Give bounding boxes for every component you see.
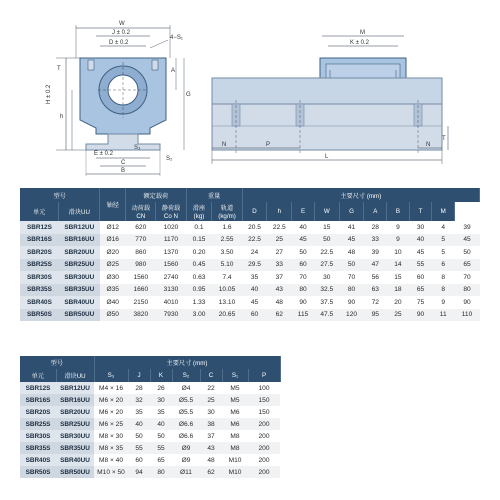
table-cell: 9 (432, 296, 455, 309)
table-cell: 50 (314, 234, 339, 247)
table-cell: 18 (387, 284, 410, 297)
table-cell: 80 (339, 284, 364, 297)
dim-label-h: H ± 0.2 (46, 84, 52, 104)
dim-label-p: P (266, 142, 271, 148)
row-unit: SBR50S (20, 466, 56, 478)
table-cell: 60 (242, 309, 267, 322)
table-cell: M8 (222, 442, 248, 454)
table-cell: 70 (292, 271, 315, 284)
table-row (20, 406, 280, 418)
row-unit: SBR35S (20, 284, 59, 297)
table-cell: 3820 (126, 309, 156, 322)
table-row (20, 259, 480, 272)
table-cell: 33 (364, 234, 387, 247)
table-row (20, 221, 480, 234)
table-cell: 47 (364, 259, 387, 272)
table-cell: 75 (409, 296, 432, 309)
table-row (20, 442, 280, 454)
header-dim-col: C (200, 369, 222, 382)
table-cell: Ø12 (100, 221, 126, 234)
table-cell: 38 (200, 418, 222, 430)
table-row (20, 284, 480, 297)
technical-drawing (0, 0, 500, 180)
table-cell: 28 (364, 221, 387, 234)
table-cell: 29.5 (242, 259, 267, 272)
table-cell: 1.6 (212, 221, 242, 234)
table-cell: 1370 (156, 246, 186, 259)
table-cell: 9 (387, 221, 410, 234)
table-cell: 4 (432, 221, 455, 234)
header-dim-col: S₃ (94, 369, 128, 382)
row-unit: SBR40S (20, 296, 59, 309)
table-cell: 80 (150, 466, 172, 478)
table-cell: M8 × 30 (94, 430, 128, 442)
table-cell: M6 × 25 (94, 418, 128, 430)
table-row (20, 466, 280, 478)
table-cell: 7.4 (212, 271, 242, 284)
row-slide: SBR30UU (59, 271, 100, 284)
table-cell: 40 (242, 284, 267, 297)
header-weight-rail-unit: (kg/m) (212, 212, 242, 221)
table-cell: 33 (267, 259, 292, 272)
table-cell: 10 (387, 246, 410, 259)
header-main-dimensions: 主要尺寸 (mm) (94, 356, 280, 369)
table-cell: 1170 (156, 234, 186, 247)
dim-label-e: E ± 0.2 (94, 151, 113, 157)
row-slide: SBR16UU (59, 234, 100, 247)
row-slide: SBR50UU (56, 466, 94, 478)
table-cell: 25 (387, 309, 410, 322)
table-cell: Ø25 (100, 259, 126, 272)
table-cell: 30 (200, 406, 222, 418)
table-cell: 95 (364, 309, 387, 322)
side-rail-base (212, 104, 442, 150)
table-cell: M6 × 20 (94, 394, 128, 406)
header-model: 型号 (20, 356, 94, 369)
table-cell: Ø50 (100, 309, 126, 322)
table-cell: Ø9 (172, 454, 200, 466)
table-cell: 20 (387, 296, 410, 309)
row-unit: SBR12S (20, 382, 56, 394)
dim-label-s2: S₂ (166, 156, 173, 162)
header-dim-e: E (292, 202, 315, 221)
table-cell: M8 × 35 (94, 442, 128, 454)
row-slide: SBR40UU (56, 454, 94, 466)
table-cell: 0.45 (186, 259, 212, 272)
table-row (20, 418, 280, 430)
table-cell: 37 (200, 430, 222, 442)
table-cell: 620 (126, 221, 156, 234)
table-cell: 5 (432, 234, 455, 247)
table-cell: Ø30 (100, 271, 126, 284)
row-unit: SBR35S (20, 442, 56, 454)
table-cell: 43 (267, 284, 292, 297)
table-cell: 1560 (126, 271, 156, 284)
header-dim-a: A (364, 202, 387, 221)
table-cell: 43 (200, 442, 222, 454)
table-cell: M5 (222, 394, 248, 406)
row-unit: SBR16S (20, 234, 59, 247)
header-dim-w: W (314, 202, 339, 221)
table-cell: 45 (455, 234, 480, 247)
table-cell: 0.63 (186, 271, 212, 284)
dim-label-b: B (121, 168, 126, 174)
table-cell: 15 (314, 221, 339, 234)
table-cell: 90 (292, 296, 315, 309)
table-cell: 45 (242, 296, 267, 309)
header-shaft-dia: 轴径 (100, 188, 126, 221)
table-cell: 90 (409, 309, 432, 322)
header-dim-col: K (150, 369, 172, 382)
table-cell: 3130 (156, 284, 186, 297)
table-cell: Ø5.5 (172, 394, 200, 406)
table-cell: 48 (200, 454, 222, 466)
row-unit: SBR40S (20, 454, 56, 466)
table-cell: 56 (364, 271, 387, 284)
table-row (20, 271, 480, 284)
table-cell: 200 (248, 430, 280, 442)
table-cell: 25 (267, 234, 292, 247)
dim-label-g: G (186, 92, 191, 98)
table-cell: M10 × 50 (94, 466, 128, 478)
row-slide: SBR20UU (56, 406, 94, 418)
header-rated-load: 额定载荷 (126, 188, 186, 202)
table-cell: 65 (409, 284, 432, 297)
row-slide: SBR25UU (59, 259, 100, 272)
table-cell: 2.55 (212, 234, 242, 247)
table-cell: 5 (432, 246, 455, 259)
row-slide: SBR20UU (59, 246, 100, 259)
table-cell: 39 (364, 246, 387, 259)
row-unit: SBR20S (20, 406, 56, 418)
header-load-static: 静荷载 (156, 202, 186, 212)
table-cell: 150 (248, 406, 280, 418)
table-cell: 24 (242, 246, 267, 259)
table-cell: 22.5 (267, 221, 292, 234)
dim-label-n-left: N (222, 142, 227, 148)
table-row (20, 394, 280, 406)
header-dim-col: P (248, 369, 280, 382)
header-dim-d: D (242, 202, 267, 221)
table-cell: 110 (455, 309, 480, 322)
header-unit: 单元 (20, 369, 56, 382)
header-slide-uu: 滑块UU (59, 202, 100, 221)
header-dim-b: B (387, 202, 410, 221)
table-cell: 0.95 (186, 284, 212, 297)
table-cell: Ø11 (172, 466, 200, 478)
table-cell: 45 (409, 246, 432, 259)
row-unit: SBR50S (20, 309, 59, 322)
table-cell: Ø6.6 (172, 418, 200, 430)
table-cell: 39 (455, 221, 480, 234)
header-weight-rail: 轨道 (212, 202, 242, 212)
header-load-dynamic: 动荷载 (126, 202, 156, 212)
header-load-dynamic-unit: CN (126, 212, 156, 221)
table-cell: 50 (339, 259, 364, 272)
table-cell: 35 (242, 271, 267, 284)
table-cell: 70 (455, 271, 480, 284)
table-cell: 55 (409, 259, 432, 272)
table-cell: M6 × 20 (94, 406, 128, 418)
table-cell: 200 (248, 442, 280, 454)
table-cell: 7930 (156, 309, 186, 322)
header-dim-col: S₁ (222, 369, 248, 382)
table-cell: 60 (292, 259, 315, 272)
table-cell: 1560 (156, 259, 186, 272)
header-slide-uu: 滑块UU (56, 369, 94, 382)
table-row (20, 382, 280, 394)
table-row (20, 296, 480, 309)
table-cell: M10 (222, 466, 248, 478)
table-row (20, 234, 480, 247)
row-slide: SBR16UU (56, 394, 94, 406)
table-cell: 45 (339, 234, 364, 247)
table-cell: 26 (150, 382, 172, 394)
table-cell: 4010 (156, 296, 186, 309)
table-cell: 11 (432, 309, 455, 322)
header-model: 型号 (20, 188, 100, 202)
row-unit: SBR30S (20, 271, 59, 284)
table-cell: 860 (126, 246, 156, 259)
table-cell: 40 (128, 418, 150, 430)
table-cell: 65 (455, 259, 480, 272)
table-cell: 22.5 (242, 234, 267, 247)
table-cell: 22 (200, 382, 222, 394)
table-cell: 50 (292, 246, 315, 259)
header-dim-col: J (128, 369, 150, 382)
table-cell: Ø4 (172, 382, 200, 394)
table-cell: M8 (222, 430, 248, 442)
table-cell: 6 (432, 259, 455, 272)
table-cell: Ø5.5 (172, 406, 200, 418)
row-unit: SBR30S (20, 430, 56, 442)
table-cell: 8 (432, 284, 455, 297)
table-cell: M5 (222, 382, 248, 394)
spec-table-load-dimensions (20, 188, 480, 321)
table-row (20, 430, 280, 442)
table-cell: Ø20 (100, 246, 126, 259)
row-slide: SBR50UU (59, 309, 100, 322)
table-cell: 5.10 (212, 259, 242, 272)
table-cell: M4 × 16 (94, 382, 128, 394)
table-cell: 50 (150, 430, 172, 442)
table-cell: 13.10 (212, 296, 242, 309)
header-main-dimensions: 主要尺寸 (mm) (242, 188, 479, 202)
row-unit: SBR25S (20, 418, 56, 430)
table-cell: 980 (126, 259, 156, 272)
table-cell: 1020 (156, 221, 186, 234)
row-slide: SBR25UU (56, 418, 94, 430)
dim-label-s1: 4−S₁ (170, 35, 183, 41)
row-unit: SBR12S (20, 221, 59, 234)
table-cell: 32.5 (314, 284, 339, 297)
header-weight-slide: 滑座 (186, 202, 212, 212)
table-cell: 55 (150, 442, 172, 454)
table-cell: 200 (248, 454, 280, 466)
dim-label-k: K ± 0.2 (350, 40, 369, 46)
table-cell: 22.5 (314, 246, 339, 259)
table-cell: 3.50 (212, 246, 242, 259)
table-cell: 30 (150, 394, 172, 406)
table-cell: 20.65 (212, 309, 242, 322)
table-cell: 15 (387, 271, 410, 284)
table-cell: M6 (222, 406, 248, 418)
table-cell: Ø6.6 (172, 430, 200, 442)
table-cell: M6 (222, 418, 248, 430)
table-cell: 40 (292, 221, 315, 234)
table-cell: 35 (128, 406, 150, 418)
table-cell: 14 (387, 259, 410, 272)
dim-label-t-side: T (442, 136, 446, 142)
dim-label-w: W (119, 21, 125, 27)
table-cell: 770 (126, 234, 156, 247)
table-cell: 27.5 (314, 259, 339, 272)
table-cell: 1660 (126, 284, 156, 297)
table-cell: 32 (128, 394, 150, 406)
table-cell: 50 (128, 430, 150, 442)
table-cell: 30 (409, 221, 432, 234)
table-cell: 47.5 (314, 309, 339, 322)
dim-label-d: D ± 0.2 (109, 40, 129, 46)
rail-base (86, 134, 160, 150)
table-cell: 65 (150, 454, 172, 466)
row-slide: SBR40UU (59, 296, 100, 309)
table-cell: 40 (150, 418, 172, 430)
header-dim-t: T (409, 202, 432, 221)
dim-label-a: A (171, 68, 176, 74)
dim-label-c: C (121, 160, 126, 166)
dim-label-n-right: N (426, 142, 431, 148)
table-cell: Ø40 (100, 296, 126, 309)
table-cell: 60 (409, 271, 432, 284)
table-cell: 35 (150, 406, 172, 418)
header-weight-slide-unit: (kg) (186, 212, 212, 221)
dim-label-l: L (325, 154, 329, 160)
row-unit: SBR25S (20, 259, 59, 272)
table-cell: 2740 (156, 271, 186, 284)
header-load-static-unit: Co N (156, 212, 186, 221)
front-view (46, 21, 191, 176)
dim-label-t: T (57, 66, 61, 72)
table-cell: 8 (432, 271, 455, 284)
table-cell: M8 × 40 (94, 454, 128, 466)
table-cell: 50 (455, 246, 480, 259)
table-cell: 25 (200, 394, 222, 406)
table-cell: 41 (339, 221, 364, 234)
table-cell: 55 (128, 442, 150, 454)
header-weight: 重量 (186, 188, 242, 202)
header-dim-g: G (339, 202, 364, 221)
table-cell: 115 (292, 309, 315, 322)
table-cell: 60 (128, 454, 150, 466)
table-cell: 9 (387, 234, 410, 247)
table-cell: 37.5 (314, 296, 339, 309)
header-dim-h: h (267, 202, 292, 221)
table-cell: 63 (364, 284, 387, 297)
table-cell: 62 (200, 466, 222, 478)
row-slide: SBR12UU (56, 382, 94, 394)
row-unit: SBR20S (20, 246, 59, 259)
table-cell: 48 (267, 296, 292, 309)
table-cell: 80 (292, 284, 315, 297)
table-cell: 37 (267, 271, 292, 284)
row-slide: SBR35UU (56, 442, 94, 454)
header-dim-col: S₂ (172, 369, 200, 382)
table-cell: 0.20 (186, 246, 212, 259)
side-rail (212, 78, 442, 104)
row-slide: SBR12UU (59, 221, 100, 234)
side-view (212, 30, 448, 164)
dim-label-s3: S₃ (134, 145, 141, 151)
spec-table-mounting-dimensions (20, 356, 281, 478)
table-row (20, 246, 480, 259)
table-row (20, 309, 480, 322)
table-cell: 30 (314, 271, 339, 284)
table-cell: 28 (128, 382, 150, 394)
table-cell: 62 (267, 309, 292, 322)
table-cell: 90 (339, 296, 364, 309)
header-unit: 单元 (20, 202, 59, 221)
table-cell: 100 (248, 382, 280, 394)
row-unit: SBR16S (20, 394, 56, 406)
table-cell: 10.05 (212, 284, 242, 297)
table-cell: 3.00 (186, 309, 212, 322)
table-cell: 2150 (126, 296, 156, 309)
table-cell: 80 (455, 284, 480, 297)
table-cell: 94 (128, 466, 150, 478)
header-dim-m: M (432, 202, 455, 221)
dim-label-m: M (360, 30, 365, 36)
table-cell: 72 (364, 296, 387, 309)
table-cell: 0.1 (186, 221, 212, 234)
table-row (20, 454, 280, 466)
table-cell: 48 (339, 246, 364, 259)
table-cell: 150 (248, 394, 280, 406)
table-cell: M10 (222, 454, 248, 466)
table-cell: 200 (248, 418, 280, 430)
row-slide: SBR30UU (56, 430, 94, 442)
dim-label-small-h: h (60, 114, 64, 120)
table-cell: 27 (267, 246, 292, 259)
table-cell: Ø9 (172, 442, 200, 454)
dim-label-j: J ± 0.2 (112, 30, 130, 36)
table-cell: Ø35 (100, 284, 126, 297)
table-cell: 0.15 (186, 234, 212, 247)
table-cell: 20.5 (242, 221, 267, 234)
row-slide: SBR35UU (59, 284, 100, 297)
table-cell: 40 (409, 234, 432, 247)
table-cell: 120 (339, 309, 364, 322)
table-cell: 70 (339, 271, 364, 284)
table-cell: Ø16 (100, 234, 126, 247)
table-cell: 45 (292, 234, 315, 247)
table-cell: 1.33 (186, 296, 212, 309)
table-cell: 200 (248, 466, 280, 478)
table-cell: 90 (455, 296, 480, 309)
